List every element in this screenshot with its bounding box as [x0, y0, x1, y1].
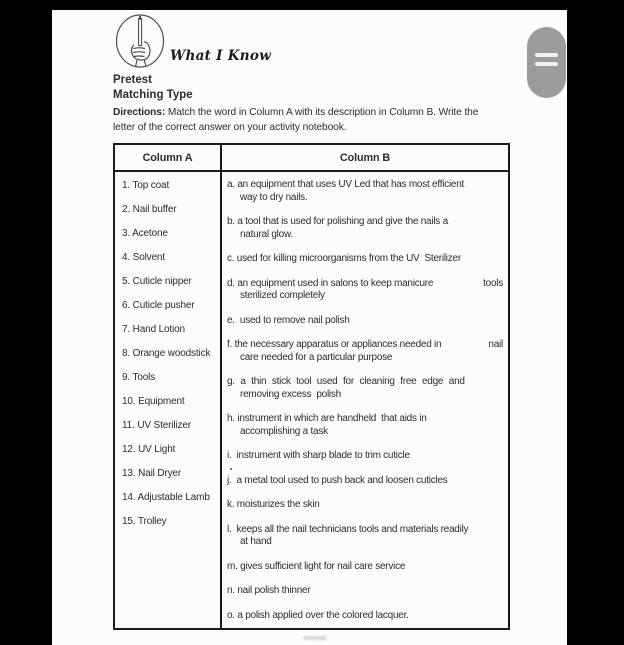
column-a-item: 9. Tools: [122, 372, 156, 383]
column-a-item: 5. Cuticle nipper: [122, 276, 192, 287]
column-a-item: 2. Nail buffer: [122, 204, 177, 215]
column-b-item-line: g. a thin stick tool used for cleaning free edge and: [227, 376, 465, 387]
column-a-item: 14. Adjustable Lamb: [122, 492, 210, 503]
column-a-item: 11. UV Sterilizer: [122, 420, 191, 431]
column-b-item: [227, 610, 505, 623]
column-b-item-line: o. a polish applied over the colored lacquer.: [227, 609, 409, 621]
table-column-a: [115, 172, 222, 628]
column-b-item-line: way to dry nails.: [240, 191, 308, 203]
column-a-item: 12. UV Light: [122, 444, 176, 455]
hand-holding-pencil-icon: [114, 13, 166, 69]
column-b-item-line: sterilized completely: [240, 290, 325, 301]
column-a-item: 1. Top coat: [122, 180, 170, 191]
column-b-list: [227, 179, 505, 622]
column-b-item-line: at hand: [240, 536, 272, 547]
column-b-item-line: n. nail polish thinner: [227, 585, 311, 596]
column-b-item: [227, 561, 505, 574]
column-b-item: [227, 524, 505, 549]
matching-type-heading: Matching Type: [113, 89, 193, 101]
menu-button[interactable]: [527, 27, 566, 98]
column-b-item-line: removing excess polish: [240, 388, 341, 400]
column-b-item: [227, 413, 505, 438]
menu-icon: [535, 62, 558, 66]
column-b-item-line: care needed for a particular purpose: [240, 351, 393, 363]
page-number-smudge: [303, 636, 327, 640]
column-b-item-line: k. moisturizes the skin: [227, 499, 320, 510]
column-b-item: [227, 253, 505, 266]
column-b-item: [227, 278, 505, 303]
column-a-item: 3. Acetone: [122, 228, 168, 239]
column-b-item-line: e. used to remove nail polish: [227, 314, 350, 326]
column-a-item: 6. Cuticle pusher: [122, 300, 195, 311]
column-b-item: [227, 179, 505, 204]
column-b-item: [227, 499, 505, 512]
column-b-item-line: h. instrument in which are handheld that aids in: [227, 413, 427, 424]
column-a-item: 13. Nail Dryer: [122, 468, 182, 479]
column-b-item: [227, 376, 505, 401]
matching-table: [113, 143, 510, 630]
directions-line-1: Directions: Match the word in Column A with its description in Column B. Write the: [113, 107, 479, 118]
column-b-item-line: c. used for killing microorganisms from the UV Sterilizer: [227, 253, 461, 264]
column-b-item-line: j. a metal tool used to push back and loosen cuticles: [227, 474, 448, 486]
column-b-item-line: b. a tool that is used for polishing and give the nails a: [227, 216, 448, 227]
column-b-item: [227, 216, 505, 241]
column-a-header: Column A: [115, 145, 222, 172]
column-b-item: [227, 475, 505, 488]
directions-label: Directions:: [113, 107, 166, 118]
column-a-item: 10. Equipment: [122, 396, 185, 407]
column-a-item: 15. Trolley: [122, 516, 167, 527]
column-b-item: [227, 450, 505, 463]
column-b-item-line: f. the necessary apparatus or appliances needed in nail: [227, 339, 503, 350]
column-b-item-line: l. keeps all the nail technicians tools and materials readily: [227, 523, 469, 535]
column-a-item: 8. Orange woodstick: [122, 348, 211, 359]
column-b-item-line: m. gives sufficient light for nail care service: [227, 560, 406, 572]
column-b-item: [227, 585, 505, 598]
column-b-item-line: d. an equipment used in salons to keep manicure tools: [227, 277, 503, 289]
table-column-b: [222, 172, 508, 628]
column-a-item: 4. Solvent: [122, 252, 165, 263]
menu-icon: [535, 53, 558, 57]
column-a-list: [122, 180, 217, 529]
column-b-item-line: accomplishing a task: [240, 425, 328, 437]
column-b-item-line: a. an equipment that uses UV Led that has most efficient: [227, 179, 465, 190]
column-b-item: [227, 315, 505, 328]
column-a-item: 7. Hand Lotion: [122, 324, 185, 335]
column-b-item: [227, 339, 505, 364]
column-b-item-line: i. instrument with sharp blade to trim cuticle: [227, 450, 410, 461]
column-b-header: Column B: [222, 145, 508, 172]
pretest-heading: Pretest: [113, 74, 152, 86]
directions-line-2: letter of the correct answer on your activity notebook.: [113, 121, 347, 133]
section-title: What I Know: [170, 48, 272, 64]
column-b-item-line: natural glow.: [240, 228, 293, 240]
directions: [113, 106, 478, 135]
